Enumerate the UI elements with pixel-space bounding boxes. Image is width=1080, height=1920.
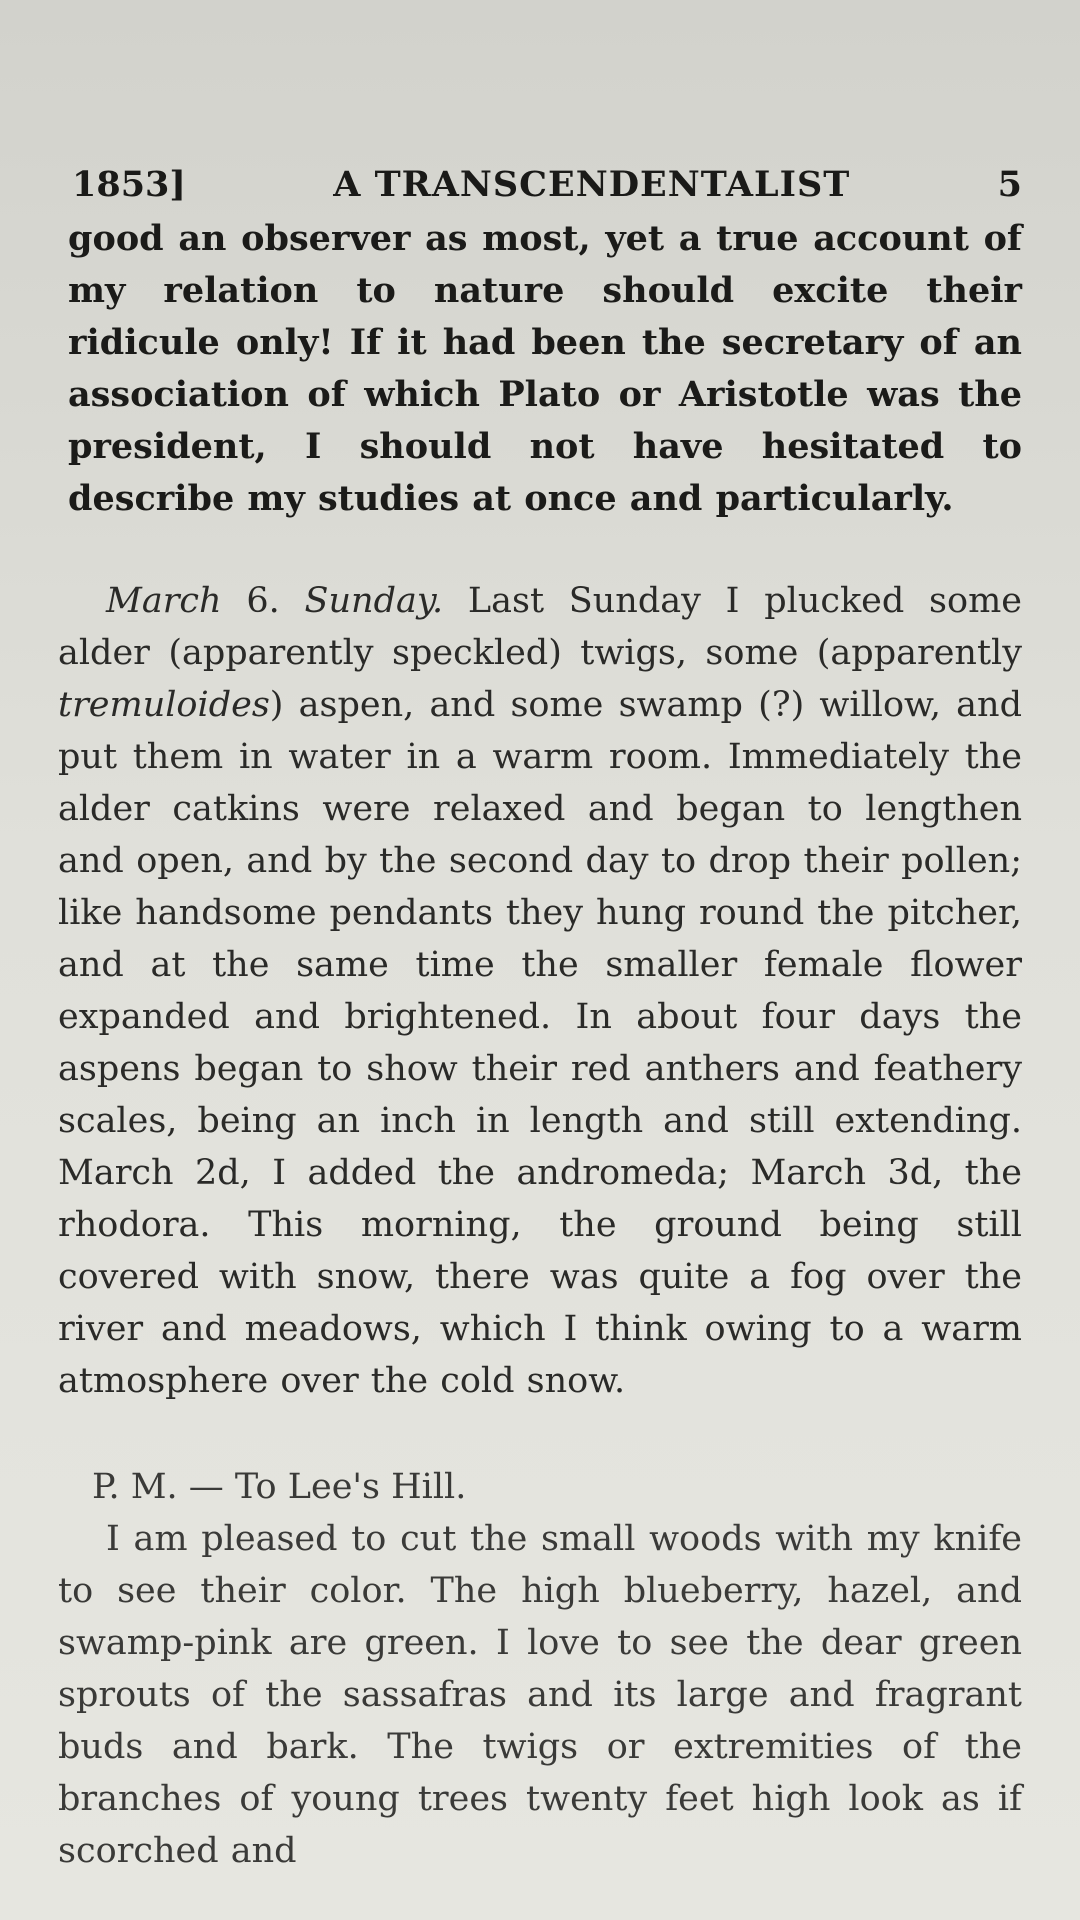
entry-text-part-1: Last Sunday I plucked some alder (apparently speckled) twigs, some (apparently xyxy=(58,581,1022,673)
species-italic: tremuloides xyxy=(58,685,270,725)
entry-text-part-2: ) aspen, and some swamp (?) willow, and put them in water in a warm room. Immediately the alder catkins were relaxed and began to lengthen and open, and by the second day to drop their pollen; like handsome pendants they hung round the pitcher, and at the same time the smaller female flower expanded and brightened. In about four days the aspens began to show their red anthers and feathery scales, being an inch in length and still extending. March 2d, I added the andromeda; March 3d, the rhodora. This morning, the ground being still covered with snow, there was quite a fog over the river and meadows, which I think owing to a warm atmosphere over the cold snow. xyxy=(58,685,1022,1401)
running-header xyxy=(72,164,1022,205)
header-year: 1853] xyxy=(72,164,186,205)
entry-weekday: Sunday. xyxy=(304,581,444,621)
paragraph-lees-hill: I am pleased to cut the small woods with my knife to see their color. The high blueberry, hazel, and swamp-pink are green. I love to see the dear green sprouts of the sassafras and its large and fragrant buds and bark. The twigs or extremities of the branches of young trees twenty feet high look as if scorched and xyxy=(58,1519,1022,1871)
header-title: A TRANSCENDENTALIST xyxy=(333,164,851,205)
entry-day: 6. xyxy=(221,581,305,621)
section-heading-pm: P. M. — To Lee's Hill. xyxy=(92,1467,467,1507)
paragraph-continued: good an observer as most, yet a true account of my relation to nature should excite their ridicule only! If it had been the secretary of an association of which Plato or Aristotle was the president, I should not have hesitated to describe my studies at once and particularly. xyxy=(68,218,1022,519)
entry-month: March xyxy=(106,581,222,621)
paragraph-march-6 xyxy=(58,575,1022,1407)
page-number: 5 xyxy=(997,164,1022,205)
